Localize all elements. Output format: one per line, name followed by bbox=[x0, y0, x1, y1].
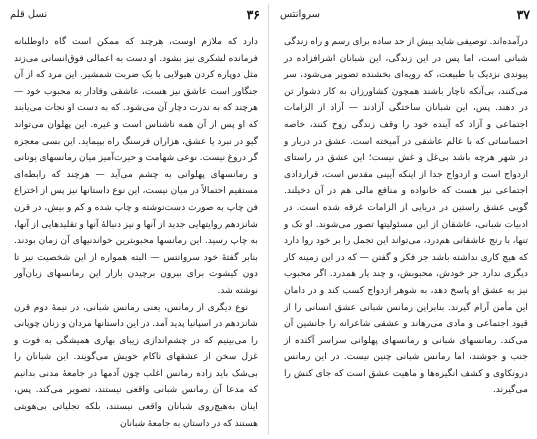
right-page-number: ۳۷ bbox=[516, 6, 530, 22]
right-running-title: سروانتس bbox=[280, 8, 321, 20]
left-page bbox=[6, 0, 264, 439]
left-running-title: نسل قلم bbox=[10, 8, 48, 20]
left-page-body bbox=[14, 34, 258, 432]
left-page-header bbox=[10, 5, 260, 23]
book-spine-gutter bbox=[268, 4, 269, 435]
left-paragraph-2: نوع دیگری از رمانس، یعنی رمانس شبانی، در نیمهٔ دوم قرن شانزدهم در اسپانیا پدید آمد. در این داستانها مردان و زنان چوپانی را می‌بینیم که در چشم‌اندازی زیبای بهاری همیشگی به فوت و غزل سخن از عشقهای ناکام خویش می‌گویند. این شبانان را بی‌شک باید زاده رمانس اغلب چون آدمها در جامعهٔ مدنی بدانیم که مدعا آن رمانس شبانی واقعی نیستند، تصویر می‌کند. پس، اینان به‌هیچ‌روی شبانان واقعی نیستند، بلکه تجلیاتی‌ بی‌هویتی هستند که در داستان به جامعهٔ شبانان bbox=[14, 301, 258, 429]
left-page-number: ۳۶ bbox=[246, 6, 260, 22]
right-paragraph-1: درآمده‌اند. توصیفی شاید بیش از حد ساده برای رسم و راه زندگی شبانی است، اما پس در این زندگی، این شبانان اشرافزاده در پیوندی نزدیک با طبیعت، که رویه‌ای بخشنده تصویر می‌شود، سر می‌کنند، بی‌آنکه ناچار باشند همچون کشاورزان به کار دشوار تن در دهند. پس، این شبانان ساختگی آزادند — آزاد از الزامات اجتماعی و آزاد که آینده خود را وقف زندگی روح کنند، خاصه احساساتی که با عالم عاشقی در آمیخته است. عشق در دربار و در شهر هرچه باشد بی‌غل و غش نیست؛ این عشق در راستای ازدواج است و ازدواج جدا از اینکه آیینی مقدس است، قراردادی اجتماعی نیز هست که خانواده و منافع مالی هم در آن دخیلند. گویی عشق راستین در دریایی از الزامات غرقه شده است. در ادبیات شبانی، عاشقان از این مسئولیتها تصور می‌شوند. او تک و تنها، با رنج عاشقانی هم‌درد، می‌تواند این تجمل را بر خود روا دارد که هیچ کاری نداشته باشد جز فکر و گفتن — که در این زمینه کار دیگری ندارد جز خودش، محبوبش، و چند یار همدرد. اگر محبوب نیز به عشق او پاسخ دهد، به شوهر ازدواج کسب کند و در دامان این مأمن آرام گیرند. بنابراین رمانس شبانی عشق انسانی را از قیود اجتماعی و مادی می‌رهاند و عشقی شاعرانه را جانشین آن می‌کند. رمانسهای شبانی و رمانسهای پهلوانی سراسر آکنده از جنب و جوشند، اما رمانس شبانی چنین نیست. در این رمانس درونکاوی و کشف انگیزه‌ها و ماهیت عشق است که جای کنش را می‌گیرند. bbox=[284, 36, 528, 396]
right-page bbox=[276, 0, 534, 439]
right-page-body bbox=[284, 34, 528, 399]
right-page-header bbox=[280, 5, 530, 23]
left-paragraph-1: دارد که ملازم اوست، هرچند که ممکن است گاه داوطلبانه فرمانده لشکری نیز بشود. او دست به اعمالی فوق‌انسانی می‌زند مثل دوپاره کردن هیولایی با یک ضربت شمشیر. این مرد که از آن جنگاور است عاشق نیز هست، عاشقی وفادار به محبوب خود — هرچند که به ندرت دچار آن می‌شود. که به دست او نجات می‌یابند که او پس از آن همه ناشناس است و غیره. این پهلوان می‌تواند گیو در نبرد یا عشق، هزاران فرسنگ راه بپیماید. این بسی معجزه گر دروغ نیست. نوعی شهامت و حیرت‌آمیز میان رمانسهای یونانی و رمانسهای پهلوانی به چشم می‌آید — هرچند که رابطه‌ای مستقیم احتمالاً در میان نیست، این نوع داستانها نیز پس از اختراع فن چاپ به صورت دست‌نوشته و چاپ شده و کم و بیش، در قرن شانزدهم روایتهایی جدید از آنها و نیز دنبالهٔ آنها و تقلیدهایی از آنها، به چاپ رسید. این رمانسها محبوبترین خواندنیهای آن زمان بودند. بنابر گفتهٔ خود سروانتس — البته همواره از این شخصیت نیز تا دون کیشوت برای بیرون برچیدن بازار این رمانسهای زبان‌آور نوشته شد. bbox=[14, 36, 258, 296]
